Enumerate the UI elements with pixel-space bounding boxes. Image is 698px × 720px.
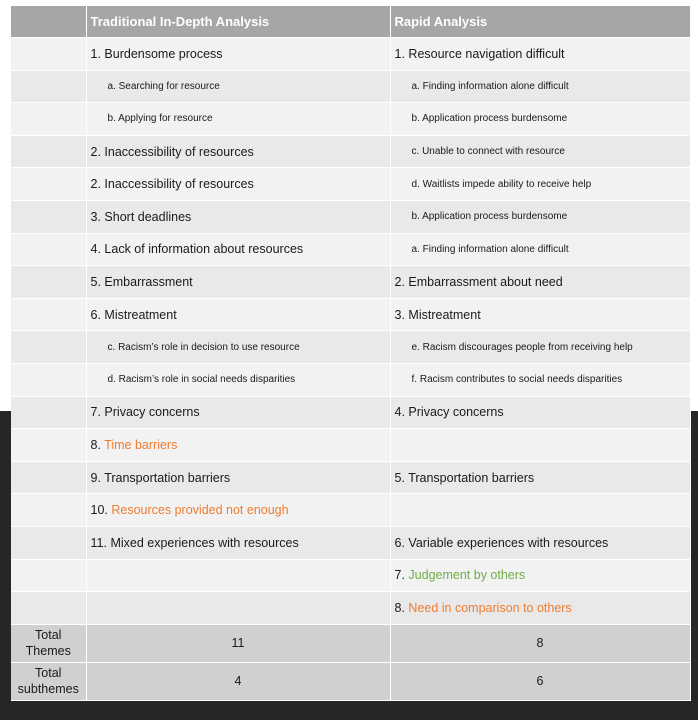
traditional-cell xyxy=(86,266,390,299)
rapid-cell xyxy=(390,331,690,364)
row-label-cell xyxy=(11,266,86,299)
rapid-cell xyxy=(390,200,690,233)
row-label-cell xyxy=(11,526,86,559)
traditional-item-text: Burdensome process xyxy=(104,46,223,61)
table-row xyxy=(11,526,690,559)
traditional-cell xyxy=(86,429,390,462)
traditional-item-text: Time barriers xyxy=(104,437,178,452)
row-label-cell xyxy=(11,168,86,201)
traditional-item-number: 11. xyxy=(90,535,107,550)
traditional-item-text: Racism’s role in decision to use resource xyxy=(118,341,300,353)
rapid-total: 6 xyxy=(390,662,690,700)
rapid-item-text: Finding information alone difficult xyxy=(422,243,569,255)
traditional-cell xyxy=(86,298,390,331)
themes-comparison-table xyxy=(11,6,691,701)
row-label-cell xyxy=(11,429,86,462)
traditional-cell xyxy=(86,135,390,168)
traditional-cell xyxy=(86,461,390,494)
traditional-item-text: Lack of information about resources xyxy=(104,242,304,257)
totals-row xyxy=(11,624,690,662)
totals-label: Total Themes xyxy=(11,624,86,662)
table-row xyxy=(11,429,690,462)
traditional-cell xyxy=(86,233,390,266)
traditional-item-text: Transportation barriers xyxy=(104,470,231,485)
row-label-cell xyxy=(11,298,86,331)
rapid-cell xyxy=(390,363,690,396)
traditional-item-text: Inaccessibility of resources xyxy=(104,177,254,192)
rapid-cell xyxy=(390,592,690,625)
rapid-item-number: e. xyxy=(411,341,420,353)
table-row xyxy=(11,168,690,201)
traditional-cell xyxy=(86,103,390,136)
rapid-item-text: Application process burdensome xyxy=(422,211,568,223)
row-label-cell xyxy=(11,592,86,625)
row-label-cell xyxy=(11,233,86,266)
totals-row xyxy=(11,662,690,700)
rapid-cell xyxy=(390,526,690,559)
row-label-cell xyxy=(11,559,86,592)
row-label-cell xyxy=(11,38,86,71)
traditional-cell xyxy=(86,396,390,429)
rapid-item-text: Judgement by others xyxy=(408,568,526,583)
rapid-cell xyxy=(390,103,690,136)
rapid-cell xyxy=(390,266,690,299)
traditional-item-number: 5. xyxy=(90,274,101,289)
table-row xyxy=(11,559,690,592)
header-traditional: Traditional In-Depth Analysis xyxy=(86,6,390,38)
rapid-cell xyxy=(390,429,690,462)
header-empty xyxy=(11,6,86,38)
rapid-cell xyxy=(390,70,690,103)
traditional-item-number: 7. xyxy=(90,405,101,420)
header-rapid: Rapid Analysis xyxy=(390,6,690,38)
rapid-cell xyxy=(390,135,690,168)
rapid-item-number: 2. xyxy=(394,274,405,289)
traditional-item-number: 2. xyxy=(90,177,101,192)
table-row xyxy=(11,461,690,494)
traditional-item-number: 8. xyxy=(90,437,101,452)
rapid-item-text: Embarrassment about need xyxy=(408,274,563,289)
table-row xyxy=(11,396,690,429)
traditional-item-text: Searching for resource xyxy=(118,80,220,92)
rapid-item-number: f. xyxy=(411,374,418,386)
rapid-item-text: Racism discourages people from receiving help xyxy=(422,341,633,353)
table-row xyxy=(11,298,690,331)
traditional-item-text: Embarrassment xyxy=(104,274,193,289)
traditional-item-text: Mixed experiences with resources xyxy=(110,535,299,550)
traditional-item-text: Short deadlines xyxy=(104,209,192,224)
table-row xyxy=(11,70,690,103)
row-label-cell xyxy=(11,494,86,527)
rapid-cell xyxy=(390,494,690,527)
traditional-cell xyxy=(86,592,390,625)
header-row xyxy=(11,6,690,38)
traditional-item-number: a. xyxy=(107,80,116,92)
traditional-item-number: 6. xyxy=(90,307,101,322)
rapid-cell xyxy=(390,38,690,71)
traditional-item-text: Racism’s role in social needs disparities xyxy=(118,374,296,386)
row-label-cell xyxy=(11,363,86,396)
rapid-item-text: Finding information alone difficult xyxy=(422,80,569,92)
row-label-cell xyxy=(11,461,86,494)
traditional-item-text: Inaccessibility of resources xyxy=(104,144,254,159)
rapid-item-number: 5. xyxy=(394,470,405,485)
rapid-item-text: Variable experiences with resources xyxy=(408,535,609,550)
traditional-cell xyxy=(86,70,390,103)
table-row xyxy=(11,331,690,364)
traditional-item-number: 9. xyxy=(90,470,101,485)
rapid-item-text: Resource navigation difficult xyxy=(408,46,565,61)
table-row xyxy=(11,363,690,396)
rapid-item-text: Racism contributes to social needs disparities xyxy=(419,374,623,386)
rapid-item-number: 3. xyxy=(394,307,405,322)
traditional-item-number: 1. xyxy=(90,46,101,61)
traditional-item-number: b. xyxy=(107,113,116,125)
table-row xyxy=(11,200,690,233)
rapid-cell xyxy=(390,298,690,331)
rapid-item-number: b. xyxy=(411,113,420,125)
rapid-cell xyxy=(390,168,690,201)
rapid-item-text: Transportation barriers xyxy=(408,470,535,485)
traditional-cell xyxy=(86,331,390,364)
rapid-item-number: 6. xyxy=(394,535,405,550)
totals-label: Total subthemes xyxy=(11,662,86,700)
rapid-cell xyxy=(390,396,690,429)
rapid-item-number: d. xyxy=(411,178,420,190)
row-label-cell xyxy=(11,70,86,103)
rapid-item-number: a. xyxy=(411,80,420,92)
traditional-item-number: 10. xyxy=(90,503,108,518)
traditional-item-text: Resources provided not enough xyxy=(111,503,289,518)
rapid-item-text: Need in comparison to others xyxy=(408,600,572,615)
rapid-cell xyxy=(390,559,690,592)
traditional-item-number: 4. xyxy=(90,242,101,257)
table-row xyxy=(11,38,690,71)
traditional-cell xyxy=(86,559,390,592)
table-row xyxy=(11,592,690,625)
rapid-item-text: Mistreatment xyxy=(408,307,481,322)
traditional-item-text: Mistreatment xyxy=(104,307,177,322)
table-row xyxy=(11,103,690,136)
row-label-cell xyxy=(11,135,86,168)
rapid-cell xyxy=(390,461,690,494)
table-row xyxy=(11,494,690,527)
traditional-item-text: Applying for resource xyxy=(118,113,213,125)
rapid-item-number: 7. xyxy=(394,568,405,583)
rapid-item-number: 8. xyxy=(394,600,405,615)
row-label-cell xyxy=(11,200,86,233)
table-row xyxy=(11,233,690,266)
table-row xyxy=(11,266,690,299)
traditional-item-number: 2. xyxy=(90,144,101,159)
rapid-item-number: 1. xyxy=(394,46,405,61)
table-body xyxy=(11,38,690,701)
rapid-item-number: 4. xyxy=(394,405,405,420)
traditional-cell xyxy=(86,494,390,527)
traditional-total: 11 xyxy=(86,624,390,662)
rapid-item-number: a. xyxy=(411,243,420,255)
rapid-cell xyxy=(390,233,690,266)
row-label-cell xyxy=(11,103,86,136)
traditional-cell xyxy=(86,363,390,396)
rapid-item-text: Waitlists impede ability to receive help xyxy=(422,178,592,190)
traditional-item-text: Privacy concerns xyxy=(104,405,200,420)
traditional-item-number: 3. xyxy=(90,209,101,224)
traditional-cell xyxy=(86,200,390,233)
rapid-item-text: Application process burdensome xyxy=(422,113,568,125)
traditional-cell xyxy=(86,38,390,71)
traditional-total: 4 xyxy=(86,662,390,700)
rapid-item-number: b. xyxy=(411,211,420,223)
traditional-cell xyxy=(86,526,390,559)
row-label-cell xyxy=(11,396,86,429)
table-row xyxy=(11,135,690,168)
rapid-total: 8 xyxy=(390,624,690,662)
rapid-item-text: Unable to connect with resource xyxy=(422,146,565,158)
traditional-item-number: c. xyxy=(107,341,116,353)
row-label-cell xyxy=(11,331,86,364)
traditional-cell xyxy=(86,168,390,201)
rapid-item-number: c. xyxy=(411,146,420,158)
traditional-item-number: d. xyxy=(107,374,116,386)
rapid-item-text: Privacy concerns xyxy=(408,405,504,420)
